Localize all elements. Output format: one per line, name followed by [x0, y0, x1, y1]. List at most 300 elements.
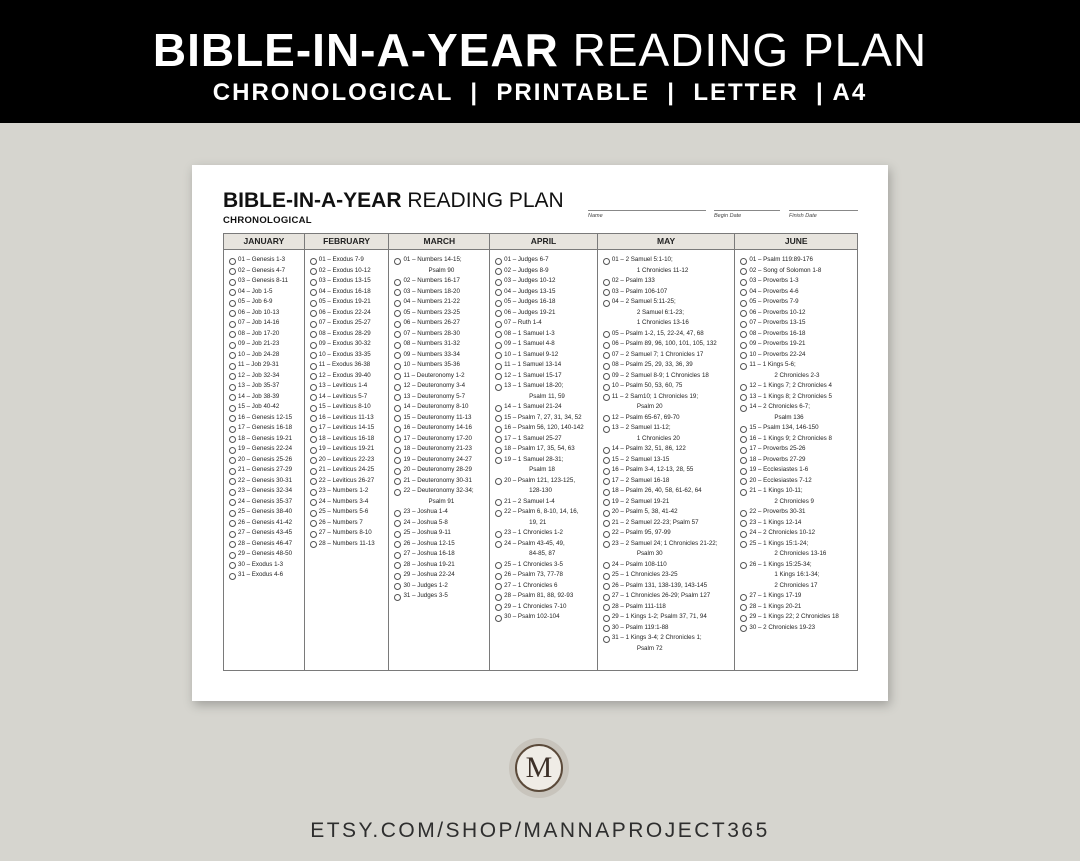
reading-entry[interactable]	[394, 402, 489, 413]
checkbox-circle-icon[interactable]	[229, 573, 236, 580]
checkbox-circle-icon[interactable]	[603, 352, 610, 359]
reading-entry[interactable]	[229, 371, 304, 382]
reading-entry[interactable]	[495, 371, 597, 382]
checkbox-circle-icon[interactable]	[603, 279, 610, 286]
reading-entry[interactable]	[603, 612, 735, 623]
checkbox-circle-icon[interactable]	[495, 415, 502, 422]
checkbox-circle-icon[interactable]	[229, 520, 236, 527]
reading-entry[interactable]	[740, 528, 857, 539]
checkbox-circle-icon[interactable]	[495, 321, 502, 328]
checkbox-circle-icon[interactable]	[495, 258, 502, 265]
reading-entry[interactable]	[603, 486, 735, 497]
checkbox-circle-icon[interactable]	[310, 531, 317, 538]
checkbox-circle-icon[interactable]	[310, 447, 317, 454]
reading-entry[interactable]	[495, 266, 597, 277]
checkbox-circle-icon[interactable]	[740, 520, 747, 527]
checkbox-circle-icon[interactable]	[310, 310, 317, 317]
reading-entry[interactable]	[310, 507, 389, 518]
reading-entry[interactable]	[394, 444, 489, 455]
reading-entry[interactable]	[740, 329, 857, 340]
checkbox-circle-icon[interactable]	[394, 489, 401, 496]
reading-entry[interactable]	[394, 581, 489, 592]
reading-entry[interactable]	[740, 381, 857, 392]
reading-entry[interactable]	[310, 350, 389, 361]
reading-entry[interactable]	[740, 612, 857, 623]
checkbox-circle-icon[interactable]	[229, 468, 236, 475]
checkbox-circle-icon[interactable]	[603, 447, 610, 454]
checkbox-circle-icon[interactable]	[310, 426, 317, 433]
reading-entry[interactable]	[603, 560, 735, 571]
checkbox-circle-icon[interactable]	[603, 394, 610, 401]
checkbox-circle-icon[interactable]	[603, 373, 610, 380]
reading-entry[interactable]	[603, 255, 735, 276]
reading-entry[interactable]	[229, 570, 304, 581]
checkbox-circle-icon[interactable]	[310, 258, 317, 265]
checkbox-circle-icon[interactable]	[229, 268, 236, 275]
reading-entry[interactable]	[394, 423, 489, 434]
reading-entry[interactable]	[740, 350, 857, 361]
checkbox-circle-icon[interactable]	[495, 436, 502, 443]
reading-entry[interactable]	[310, 402, 389, 413]
reading-entry[interactable]	[603, 623, 735, 634]
checkbox-circle-icon[interactable]	[310, 363, 317, 370]
reading-entry[interactable]	[229, 308, 304, 319]
checkbox-circle-icon[interactable]	[495, 426, 502, 433]
checkbox-circle-icon[interactable]	[740, 352, 747, 359]
reading-entry[interactable]	[495, 287, 597, 298]
reading-entry[interactable]	[740, 360, 857, 381]
checkbox-circle-icon[interactable]	[229, 489, 236, 496]
reading-entry[interactable]	[394, 297, 489, 308]
reading-entry[interactable]	[495, 528, 597, 539]
reading-entry[interactable]	[394, 528, 489, 539]
reading-entry[interactable]	[310, 476, 389, 487]
reading-entry[interactable]	[310, 266, 389, 277]
reading-entry[interactable]	[229, 297, 304, 308]
reading-entry[interactable]	[603, 413, 735, 424]
reading-entry[interactable]	[310, 287, 389, 298]
reading-entry[interactable]	[495, 255, 597, 266]
reading-entry[interactable]	[310, 308, 389, 319]
reading-entry[interactable]	[310, 297, 389, 308]
checkbox-circle-icon[interactable]	[394, 331, 401, 338]
checkbox-circle-icon[interactable]	[495, 457, 502, 464]
checkbox-circle-icon[interactable]	[229, 457, 236, 464]
checkbox-circle-icon[interactable]	[740, 489, 747, 496]
reading-entry[interactable]	[495, 350, 597, 361]
reading-entry[interactable]	[495, 276, 597, 287]
reading-entry[interactable]	[495, 602, 597, 613]
reading-entry[interactable]	[740, 518, 857, 529]
reading-entry[interactable]	[603, 518, 735, 529]
reading-entry[interactable]	[740, 476, 857, 487]
checkbox-circle-icon[interactable]	[740, 541, 747, 548]
reading-entry[interactable]	[740, 465, 857, 476]
reading-entry[interactable]	[310, 371, 389, 382]
reading-entry[interactable]	[310, 318, 389, 329]
reading-entry[interactable]	[495, 329, 597, 340]
reading-entry[interactable]	[310, 423, 389, 434]
reading-entry[interactable]	[740, 602, 857, 613]
checkbox-circle-icon[interactable]	[603, 300, 610, 307]
reading-entry[interactable]	[310, 444, 389, 455]
reading-entry[interactable]	[603, 339, 735, 350]
checkbox-circle-icon[interactable]	[740, 604, 747, 611]
reading-entry[interactable]	[740, 339, 857, 350]
checkbox-circle-icon[interactable]	[394, 363, 401, 370]
checkbox-circle-icon[interactable]	[603, 604, 610, 611]
checkbox-circle-icon[interactable]	[394, 289, 401, 296]
reading-entry[interactable]	[310, 329, 389, 340]
checkbox-circle-icon[interactable]	[740, 331, 747, 338]
checkbox-circle-icon[interactable]	[310, 321, 317, 328]
reading-entry[interactable]	[495, 381, 597, 402]
reading-entry[interactable]	[394, 371, 489, 382]
checkbox-circle-icon[interactable]	[229, 289, 236, 296]
checkbox-circle-icon[interactable]	[740, 426, 747, 433]
checkbox-circle-icon[interactable]	[603, 636, 610, 643]
reading-entry[interactable]	[740, 539, 857, 560]
checkbox-circle-icon[interactable]	[740, 310, 747, 317]
reading-entry[interactable]	[229, 434, 304, 445]
reading-entry[interactable]	[495, 581, 597, 592]
reading-entry[interactable]	[603, 539, 735, 560]
checkbox-circle-icon[interactable]	[394, 510, 401, 517]
reading-entry[interactable]	[229, 360, 304, 371]
reading-entry[interactable]	[310, 276, 389, 287]
checkbox-circle-icon[interactable]	[394, 436, 401, 443]
reading-entry[interactable]	[740, 444, 857, 455]
reading-entry[interactable]	[740, 402, 857, 423]
checkbox-circle-icon[interactable]	[394, 310, 401, 317]
reading-entry[interactable]	[229, 402, 304, 413]
checkbox-circle-icon[interactable]	[603, 594, 610, 601]
checkbox-circle-icon[interactable]	[603, 478, 610, 485]
reading-entry[interactable]	[394, 276, 489, 287]
checkbox-circle-icon[interactable]	[394, 342, 401, 349]
checkbox-circle-icon[interactable]	[229, 352, 236, 359]
reading-entry[interactable]	[229, 318, 304, 329]
checkbox-circle-icon[interactable]	[229, 562, 236, 569]
checkbox-circle-icon[interactable]	[310, 520, 317, 527]
reading-entry[interactable]	[229, 465, 304, 476]
reading-entry[interactable]	[394, 560, 489, 571]
checkbox-circle-icon[interactable]	[603, 625, 610, 632]
reading-entry[interactable]	[603, 329, 735, 340]
reading-entry[interactable]	[229, 518, 304, 529]
checkbox-circle-icon[interactable]	[310, 499, 317, 506]
checkbox-circle-icon[interactable]	[495, 615, 502, 622]
checkbox-circle-icon[interactable]	[229, 541, 236, 548]
reading-entry[interactable]	[229, 413, 304, 424]
reading-entry[interactable]	[394, 486, 489, 507]
checkbox-circle-icon[interactable]	[603, 342, 610, 349]
reading-entry[interactable]	[495, 476, 597, 497]
checkbox-circle-icon[interactable]	[740, 258, 747, 265]
reading-entry[interactable]	[394, 308, 489, 319]
reading-entry[interactable]	[394, 255, 489, 276]
checkbox-circle-icon[interactable]	[229, 447, 236, 454]
reading-entry[interactable]	[394, 339, 489, 350]
reading-entry[interactable]	[740, 434, 857, 445]
checkbox-circle-icon[interactable]	[394, 573, 401, 580]
checkbox-circle-icon[interactable]	[495, 373, 502, 380]
reading-entry[interactable]	[310, 539, 389, 550]
checkbox-circle-icon[interactable]	[603, 531, 610, 538]
checkbox-circle-icon[interactable]	[310, 436, 317, 443]
checkbox-circle-icon[interactable]	[394, 583, 401, 590]
reading-entry[interactable]	[495, 434, 597, 445]
reading-entry[interactable]	[394, 570, 489, 581]
reading-entry[interactable]	[229, 486, 304, 497]
reading-entry[interactable]	[495, 308, 597, 319]
checkbox-circle-icon[interactable]	[740, 279, 747, 286]
checkbox-circle-icon[interactable]	[394, 562, 401, 569]
reading-entry[interactable]	[495, 507, 597, 528]
checkbox-circle-icon[interactable]	[603, 363, 610, 370]
checkbox-circle-icon[interactable]	[740, 478, 747, 485]
checkbox-circle-icon[interactable]	[495, 447, 502, 454]
checkbox-circle-icon[interactable]	[495, 279, 502, 286]
reading-entry[interactable]	[394, 549, 489, 560]
checkbox-circle-icon[interactable]	[229, 363, 236, 370]
reading-entry[interactable]	[603, 423, 735, 444]
checkbox-circle-icon[interactable]	[495, 499, 502, 506]
checkbox-circle-icon[interactable]	[394, 457, 401, 464]
checkbox-circle-icon[interactable]	[310, 405, 317, 412]
checkbox-circle-icon[interactable]	[495, 331, 502, 338]
reading-entry[interactable]	[229, 266, 304, 277]
reading-entry[interactable]	[603, 465, 735, 476]
checkbox-circle-icon[interactable]	[740, 342, 747, 349]
checkbox-circle-icon[interactable]	[603, 573, 610, 580]
checkbox-circle-icon[interactable]	[394, 384, 401, 391]
reading-entry[interactable]	[310, 518, 389, 529]
reading-entry[interactable]	[229, 287, 304, 298]
reading-entry[interactable]	[740, 591, 857, 602]
checkbox-circle-icon[interactable]	[310, 478, 317, 485]
checkbox-circle-icon[interactable]	[310, 384, 317, 391]
checkbox-circle-icon[interactable]	[394, 258, 401, 265]
reading-entry[interactable]	[603, 276, 735, 287]
checkbox-circle-icon[interactable]	[495, 310, 502, 317]
reading-entry[interactable]	[603, 570, 735, 581]
checkbox-circle-icon[interactable]	[394, 594, 401, 601]
checkbox-circle-icon[interactable]	[495, 300, 502, 307]
reading-entry[interactable]	[310, 413, 389, 424]
reading-entry[interactable]	[394, 591, 489, 602]
reading-entry[interactable]	[495, 570, 597, 581]
checkbox-circle-icon[interactable]	[310, 415, 317, 422]
reading-entry[interactable]	[310, 381, 389, 392]
reading-entry[interactable]	[229, 549, 304, 560]
checkbox-circle-icon[interactable]	[495, 289, 502, 296]
reading-entry[interactable]	[310, 497, 389, 508]
reading-entry[interactable]	[394, 465, 489, 476]
checkbox-circle-icon[interactable]	[229, 552, 236, 559]
reading-entry[interactable]	[394, 392, 489, 403]
reading-entry[interactable]	[603, 360, 735, 371]
reading-entry[interactable]	[495, 591, 597, 602]
checkbox-circle-icon[interactable]	[229, 331, 236, 338]
reading-entry[interactable]	[394, 329, 489, 340]
reading-entry[interactable]	[229, 339, 304, 350]
checkbox-circle-icon[interactable]	[229, 405, 236, 412]
checkbox-circle-icon[interactable]	[310, 468, 317, 475]
checkbox-circle-icon[interactable]	[229, 342, 236, 349]
checkbox-circle-icon[interactable]	[740, 363, 747, 370]
checkbox-circle-icon[interactable]	[229, 321, 236, 328]
checkbox-circle-icon[interactable]	[603, 510, 610, 517]
checkbox-circle-icon[interactable]	[310, 510, 317, 517]
reading-entry[interactable]	[229, 255, 304, 266]
checkbox-circle-icon[interactable]	[229, 300, 236, 307]
reading-entry[interactable]	[229, 455, 304, 466]
reading-entry[interactable]	[740, 266, 857, 277]
reading-entry[interactable]	[603, 476, 735, 487]
reading-entry[interactable]	[740, 297, 857, 308]
checkbox-circle-icon[interactable]	[603, 615, 610, 622]
reading-entry[interactable]	[229, 539, 304, 550]
checkbox-circle-icon[interactable]	[603, 468, 610, 475]
reading-entry[interactable]	[603, 287, 735, 298]
checkbox-circle-icon[interactable]	[495, 478, 502, 485]
checkbox-circle-icon[interactable]	[740, 594, 747, 601]
checkbox-circle-icon[interactable]	[394, 279, 401, 286]
checkbox-circle-icon[interactable]	[394, 426, 401, 433]
checkbox-circle-icon[interactable]	[310, 279, 317, 286]
checkbox-circle-icon[interactable]	[603, 384, 610, 391]
checkbox-circle-icon[interactable]	[229, 426, 236, 433]
checkbox-circle-icon[interactable]	[740, 447, 747, 454]
reading-entry[interactable]	[495, 455, 597, 476]
reading-entry[interactable]	[229, 528, 304, 539]
checkbox-circle-icon[interactable]	[394, 394, 401, 401]
reading-entry[interactable]	[394, 381, 489, 392]
checkbox-circle-icon[interactable]	[229, 531, 236, 538]
checkbox-circle-icon[interactable]	[603, 457, 610, 464]
checkbox-circle-icon[interactable]	[603, 489, 610, 496]
checkbox-circle-icon[interactable]	[495, 342, 502, 349]
reading-entry[interactable]	[229, 423, 304, 434]
checkbox-circle-icon[interactable]	[394, 321, 401, 328]
checkbox-circle-icon[interactable]	[229, 415, 236, 422]
checkbox-circle-icon[interactable]	[495, 352, 502, 359]
checkbox-circle-icon[interactable]	[603, 415, 610, 422]
checkbox-circle-icon[interactable]	[229, 478, 236, 485]
checkbox-circle-icon[interactable]	[229, 499, 236, 506]
checkbox-circle-icon[interactable]	[229, 384, 236, 391]
checkbox-circle-icon[interactable]	[740, 436, 747, 443]
reading-entry[interactable]	[603, 350, 735, 361]
reading-entry[interactable]	[740, 623, 857, 634]
reading-entry[interactable]	[394, 360, 489, 371]
reading-entry[interactable]	[495, 539, 597, 560]
reading-entry[interactable]	[603, 581, 735, 592]
checkbox-circle-icon[interactable]	[495, 541, 502, 548]
reading-entry[interactable]	[740, 423, 857, 434]
reading-entry[interactable]	[310, 486, 389, 497]
reading-entry[interactable]	[495, 402, 597, 413]
reading-entry[interactable]	[603, 507, 735, 518]
checkbox-circle-icon[interactable]	[495, 405, 502, 412]
checkbox-circle-icon[interactable]	[229, 310, 236, 317]
reading-entry[interactable]	[394, 350, 489, 361]
checkbox-circle-icon[interactable]	[394, 447, 401, 454]
reading-entry[interactable]	[740, 392, 857, 403]
checkbox-circle-icon[interactable]	[310, 289, 317, 296]
reading-entry[interactable]	[740, 455, 857, 466]
reading-entry[interactable]	[310, 360, 389, 371]
reading-entry[interactable]	[310, 434, 389, 445]
reading-entry[interactable]	[740, 560, 857, 592]
reading-entry[interactable]	[603, 392, 735, 413]
checkbox-circle-icon[interactable]	[394, 300, 401, 307]
reading-entry[interactable]	[310, 528, 389, 539]
reading-entry[interactable]	[394, 539, 489, 550]
checkbox-circle-icon[interactable]	[495, 604, 502, 611]
reading-entry[interactable]	[603, 455, 735, 466]
checkbox-circle-icon[interactable]	[740, 405, 747, 412]
reading-entry[interactable]	[495, 339, 597, 350]
checkbox-circle-icon[interactable]	[310, 342, 317, 349]
checkbox-circle-icon[interactable]	[603, 562, 610, 569]
reading-entry[interactable]	[229, 560, 304, 571]
reading-entry[interactable]	[603, 371, 735, 382]
checkbox-circle-icon[interactable]	[394, 352, 401, 359]
reading-entry[interactable]	[310, 392, 389, 403]
reading-entry[interactable]	[740, 318, 857, 329]
checkbox-circle-icon[interactable]	[310, 300, 317, 307]
checkbox-circle-icon[interactable]	[740, 531, 747, 538]
reading-entry[interactable]	[740, 507, 857, 518]
checkbox-circle-icon[interactable]	[603, 520, 610, 527]
checkbox-circle-icon[interactable]	[229, 510, 236, 517]
checkbox-circle-icon[interactable]	[740, 289, 747, 296]
checkbox-circle-icon[interactable]	[740, 615, 747, 622]
checkbox-circle-icon[interactable]	[740, 300, 747, 307]
checkbox-circle-icon[interactable]	[310, 373, 317, 380]
reading-entry[interactable]	[394, 518, 489, 529]
checkbox-circle-icon[interactable]	[740, 268, 747, 275]
reading-entry[interactable]	[603, 297, 735, 329]
checkbox-circle-icon[interactable]	[603, 426, 610, 433]
checkbox-circle-icon[interactable]	[495, 573, 502, 580]
checkbox-circle-icon[interactable]	[740, 468, 747, 475]
checkbox-circle-icon[interactable]	[394, 405, 401, 412]
checkbox-circle-icon[interactable]	[740, 625, 747, 632]
checkbox-circle-icon[interactable]	[394, 468, 401, 475]
reading-entry[interactable]	[394, 455, 489, 466]
checkbox-circle-icon[interactable]	[495, 583, 502, 590]
checkbox-circle-icon[interactable]	[495, 531, 502, 538]
checkbox-circle-icon[interactable]	[603, 289, 610, 296]
reading-entry[interactable]	[310, 339, 389, 350]
checkbox-circle-icon[interactable]	[310, 541, 317, 548]
reading-entry[interactable]	[603, 602, 735, 613]
reading-entry[interactable]	[740, 255, 857, 266]
checkbox-circle-icon[interactable]	[603, 499, 610, 506]
checkbox-circle-icon[interactable]	[310, 457, 317, 464]
checkbox-circle-icon[interactable]	[603, 583, 610, 590]
checkbox-circle-icon[interactable]	[740, 321, 747, 328]
reading-entry[interactable]	[310, 255, 389, 266]
checkbox-circle-icon[interactable]	[495, 594, 502, 601]
checkbox-circle-icon[interactable]	[229, 258, 236, 265]
reading-entry[interactable]	[229, 497, 304, 508]
checkbox-circle-icon[interactable]	[394, 478, 401, 485]
reading-entry[interactable]	[229, 392, 304, 403]
